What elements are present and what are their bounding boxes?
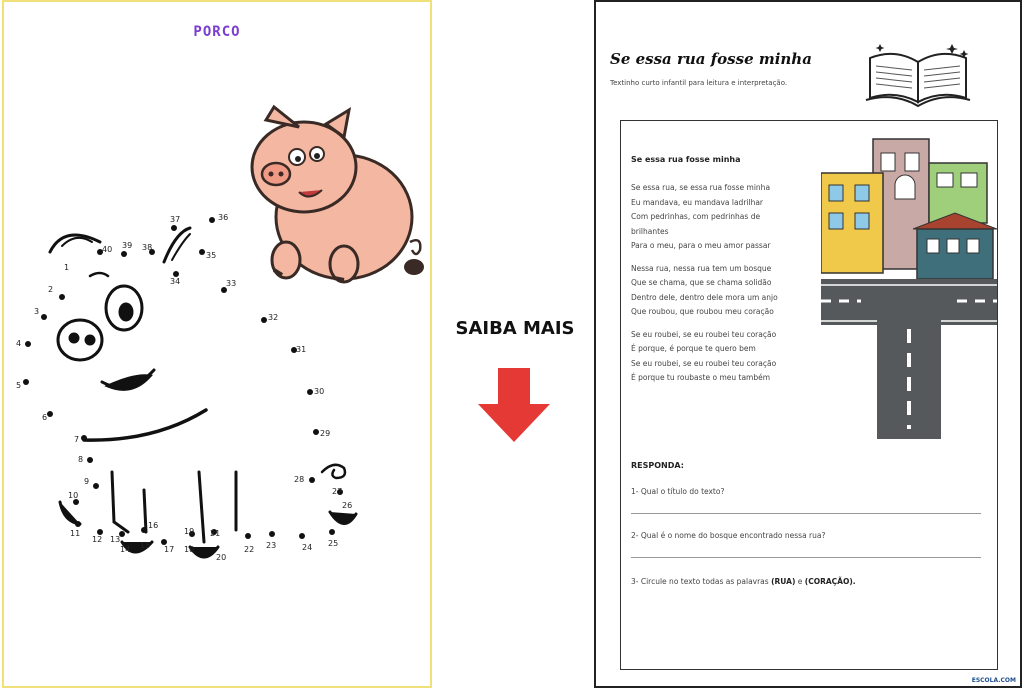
poem-line: Se essa rua, se essa rua fosse minha (631, 183, 771, 192)
svg-text:20: 20 (216, 553, 227, 562)
poem-line: É porque tu roubaste o meu também (631, 373, 771, 382)
highlight-rua: (RUA) (771, 577, 796, 586)
svg-text:15: 15 (140, 541, 151, 550)
poem-line: brilhantes (631, 226, 669, 236)
svg-text:9: 9 (84, 477, 90, 486)
svg-text:11: 11 (70, 529, 81, 538)
svg-text:36: 36 (218, 213, 229, 222)
highlight-coracao: (CORAÇÃO). (804, 577, 856, 586)
worksheet-title: PORCO (193, 24, 241, 40)
svg-text:33: 33 (226, 279, 237, 288)
question-3 (631, 577, 856, 586)
open-book-icon (860, 38, 980, 110)
svg-text:14: 14 (120, 545, 131, 554)
question-3-prefix: 3- Circule no texto todas as palavras (631, 577, 772, 586)
svg-text:5: 5 (16, 381, 22, 390)
svg-text:6: 6 (42, 413, 48, 422)
svg-text:25: 25 (328, 539, 339, 548)
svg-text:13: 13 (110, 535, 121, 544)
svg-text:24: 24 (302, 543, 313, 552)
svg-text:4: 4 (16, 339, 22, 348)
saiba-mais-callout[interactable] (440, 318, 590, 339)
svg-text:26: 26 (342, 501, 353, 510)
svg-text:27: 27 (332, 487, 343, 496)
saiba-mais-label[interactable]: SAIBA MAIS (455, 318, 575, 339)
svg-text:29: 29 (320, 429, 331, 438)
svg-text:34: 34 (170, 277, 181, 286)
question-3-mid: e (795, 577, 805, 586)
svg-text:28: 28 (294, 475, 305, 484)
svg-text:31: 31 (296, 345, 307, 354)
svg-text:22: 22 (244, 545, 255, 554)
answer-line[interactable] (631, 557, 981, 558)
poem-line: Se eu roubei, se eu roubei teu coração (631, 358, 777, 368)
pig-dot-to-dot-worksheet (2, 0, 432, 688)
poem-line: Dentro dele, dentro dele mora um anjo (631, 292, 778, 302)
svg-text:38: 38 (142, 243, 153, 252)
text-panel (620, 120, 998, 670)
poem-line: É porque, é porque te quero bem (631, 344, 756, 353)
svg-text:2: 2 (48, 285, 54, 294)
svg-text:30: 30 (314, 387, 325, 396)
svg-text:18: 18 (184, 545, 195, 554)
reading-worksheet (594, 0, 1022, 688)
svg-text:37: 37 (170, 215, 181, 224)
pig-illustration (4, 2, 432, 688)
answer-line[interactable] (631, 513, 981, 514)
street-illustration (821, 129, 997, 439)
svg-text:10: 10 (68, 491, 79, 500)
poem-line: Que se chama, que se chama solidão (631, 278, 772, 287)
svg-text:32: 32 (268, 313, 279, 322)
svg-text:40: 40 (102, 245, 113, 254)
svg-text:8: 8 (78, 455, 84, 464)
site-logo: ESCOLA.COM (971, 677, 1016, 684)
svg-text:19: 19 (184, 527, 195, 536)
svg-text:7: 7 (74, 435, 80, 444)
worksheet-subtitle: Textinho curto infantil para leitura e interpretação. (610, 79, 788, 87)
poem-line: Se eu roubei, se eu roubei teu coração (631, 329, 777, 339)
poem-line: Para o meu, para o meu amor passar (631, 241, 771, 250)
poem-line: Com pedrinhas, com pedrinhas de (631, 212, 761, 221)
svg-text:23: 23 (266, 541, 277, 550)
svg-text:3: 3 (34, 307, 40, 316)
question-1: 1- Qual o título do texto? (631, 487, 725, 496)
svg-text:35: 35 (206, 251, 217, 260)
svg-text:12: 12 (92, 535, 103, 544)
poem-text (631, 181, 831, 394)
question-2: 2- Qual é o nome do bosque encontrado nessa rua? (631, 531, 826, 540)
arrow-down-icon (474, 368, 554, 444)
svg-text:39: 39 (122, 241, 133, 250)
cartoon-pig-image (252, 107, 424, 282)
svg-text:16: 16 (148, 521, 159, 530)
stanza-2 (631, 262, 831, 320)
svg-text:21: 21 (210, 529, 221, 538)
poem-line: Nessa rua, nessa rua tem um bosque (631, 263, 772, 273)
stanza-3 (631, 328, 831, 386)
poem-title: Se essa rua fosse minha (631, 155, 741, 164)
svg-text:1: 1 (64, 263, 70, 272)
respond-heading: RESPONDA: (631, 461, 684, 470)
svg-text:17: 17 (164, 545, 175, 554)
poem-line: Que roubou, que roubou meu coração (631, 307, 774, 316)
worksheet-title: Se essa rua fosse minha (610, 50, 812, 68)
poem-line: Eu mandava, eu mandava ladrilhar (631, 197, 763, 207)
stanza-1 (631, 181, 831, 254)
